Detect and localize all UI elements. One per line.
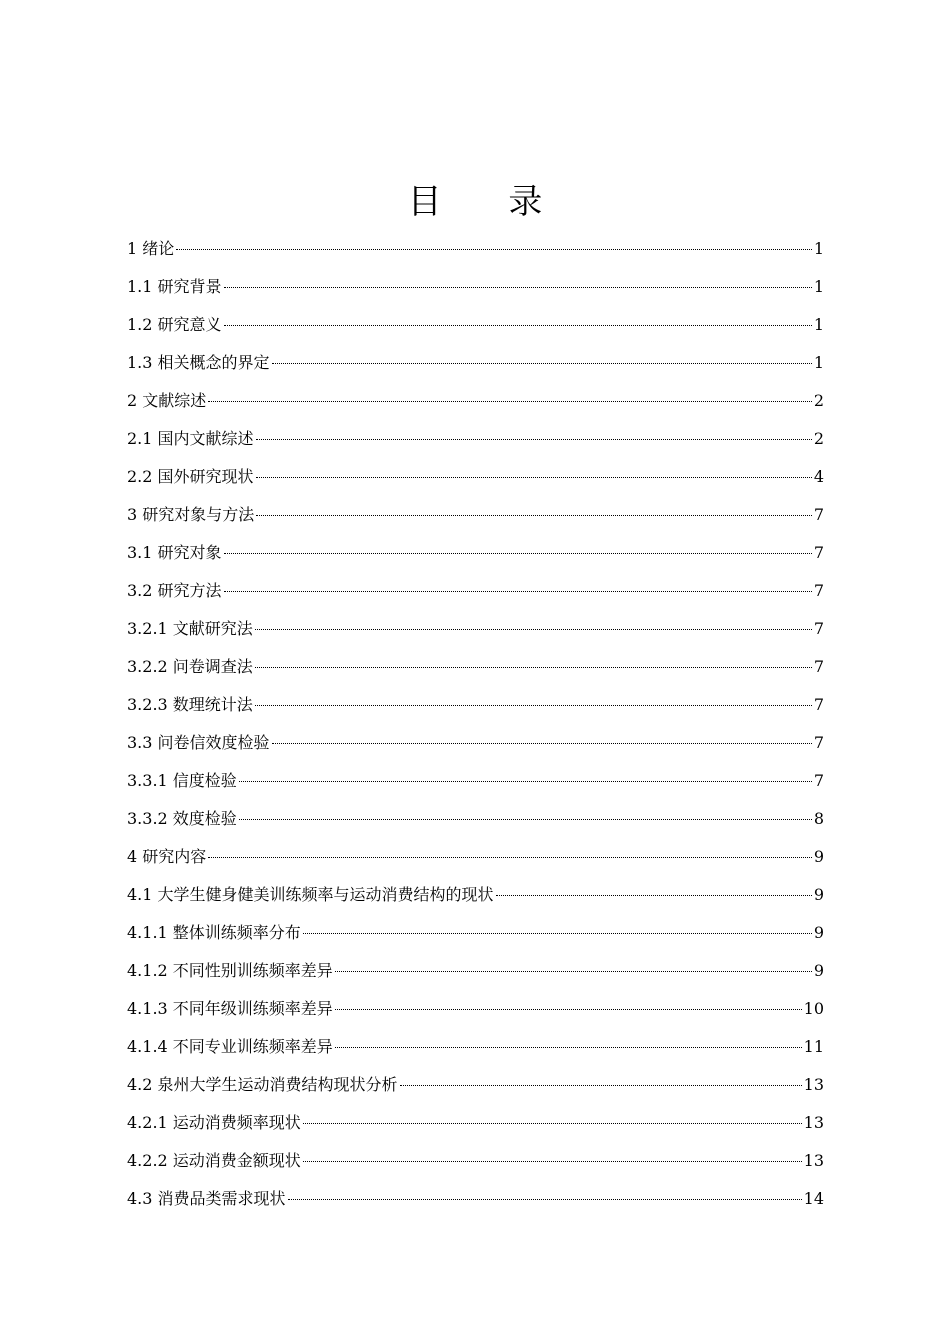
toc-entry[interactable]: [127, 420, 824, 458]
toc-entry-label: 2.1 国内文献综述: [127, 429, 254, 448]
dot-leader: [256, 439, 812, 440]
dot-leader: [224, 591, 812, 592]
toc-entry-page-number: 9: [813, 961, 824, 980]
toc-entry[interactable]: [127, 648, 824, 686]
dot-leader: [303, 1123, 802, 1124]
toc-entry-label: 4.1.3 不同年级训练频率差异: [127, 999, 333, 1018]
dot-leader: [272, 743, 812, 744]
toc-entry[interactable]: [127, 496, 824, 534]
toc-entry[interactable]: [127, 268, 824, 306]
toc-entry-label: 1 绪论: [127, 239, 175, 258]
toc-entry-page-number: 8: [813, 809, 824, 828]
toc-list: [127, 230, 824, 1218]
toc-entry-page-number: 9: [813, 923, 824, 942]
toc-entry[interactable]: [127, 458, 824, 496]
toc-entry[interactable]: [127, 306, 824, 344]
toc-entry-label: 4 研究内容: [127, 847, 207, 866]
toc-entry[interactable]: [127, 686, 824, 724]
toc-entry-page-number: 14: [803, 1189, 824, 1208]
toc-entry[interactable]: [127, 914, 824, 952]
toc-entry-page-number: 10: [803, 999, 824, 1018]
toc-entry[interactable]: [127, 382, 824, 420]
toc-entry-label: 1.3 相关概念的界定: [127, 353, 270, 372]
toc-entry-label: 4.1.1 整体训练频率分布: [127, 923, 301, 942]
dot-leader: [400, 1085, 802, 1086]
toc-entry-label: 3.2.1 文献研究法: [127, 619, 253, 638]
toc-entry-page-number: 1: [813, 353, 824, 372]
toc-entry[interactable]: [127, 952, 824, 990]
dot-leader: [208, 401, 812, 402]
toc-entry-page-number: 4: [813, 467, 824, 486]
toc-entry-page-number: 11: [803, 1037, 824, 1056]
toc-entry[interactable]: [127, 876, 824, 914]
toc-entry-label: 2 文献综述: [127, 391, 207, 410]
dot-leader: [224, 325, 812, 326]
dot-leader: [224, 287, 812, 288]
toc-entry-page-number: 1: [813, 239, 824, 258]
toc-entry-label: 1.1 研究背景: [127, 277, 222, 296]
dot-leader: [224, 553, 812, 554]
toc-entry-label: 3.2.3 数理统计法: [127, 695, 253, 714]
toc-entry-page-number: 7: [813, 695, 824, 714]
toc-entry[interactable]: [127, 990, 824, 1028]
toc-entry-page-number: 1: [813, 315, 824, 334]
toc-entry-label: 4.1.4 不同专业训练频率差异: [127, 1037, 333, 1056]
dot-leader: [272, 363, 812, 364]
toc-entry[interactable]: [127, 1142, 824, 1180]
toc-entry[interactable]: [127, 1104, 824, 1142]
toc-entry[interactable]: [127, 610, 824, 648]
toc-title: 目 录: [407, 182, 571, 222]
toc-entry[interactable]: [127, 762, 824, 800]
dot-leader: [335, 1009, 802, 1010]
dot-leader: [176, 249, 812, 250]
dot-leader: [288, 1199, 802, 1200]
toc-entry-label: 1.2 研究意义: [127, 315, 222, 334]
toc-entry[interactable]: [127, 230, 824, 268]
toc-entry[interactable]: [127, 1180, 824, 1218]
toc-entry-page-number: 7: [813, 619, 824, 638]
toc-entry-label: 3 研究对象与方法: [127, 505, 255, 524]
dot-leader: [239, 819, 812, 820]
dot-leader: [208, 857, 812, 858]
toc-entry-label: 4.2.2 运动消费金额现状: [127, 1151, 301, 1170]
toc-entry-label: 4.2.1 运动消费频率现状: [127, 1113, 301, 1132]
dot-leader: [303, 1161, 802, 1162]
toc-entry-page-number: 1: [813, 277, 824, 296]
toc-entry-label: 3.1 研究对象: [127, 543, 222, 562]
toc-entry-label: 3.3.2 效度检验: [127, 809, 237, 828]
toc-entry-label: 4.3 消费品类需求现状: [127, 1189, 286, 1208]
toc-entry-label: 3.3 问卷信效度检验: [127, 733, 270, 752]
toc-entry-label: 3.3.1 信度检验: [127, 771, 237, 790]
toc-entry-page-number: 13: [803, 1075, 824, 1094]
toc-entry[interactable]: [127, 344, 824, 382]
toc-entry-page-number: 2: [813, 391, 824, 410]
toc-entry[interactable]: [127, 534, 824, 572]
toc-entry-page-number: 7: [813, 581, 824, 600]
toc-entry-page-number: 13: [803, 1113, 824, 1132]
toc-entry-label: 4.2 泉州大学生运动消费结构现状分析: [127, 1075, 398, 1094]
toc-entry[interactable]: [127, 572, 824, 610]
toc-entry[interactable]: [127, 1066, 824, 1104]
toc-entry[interactable]: [127, 838, 824, 876]
dot-leader: [255, 667, 812, 668]
dot-leader: [303, 933, 812, 934]
toc-entry-label: 3.2 研究方法: [127, 581, 222, 600]
toc-entry-page-number: 7: [813, 657, 824, 676]
dot-leader: [496, 895, 812, 896]
toc-entry[interactable]: [127, 1028, 824, 1066]
toc-entry-page-number: 9: [813, 885, 824, 904]
toc-entry-page-number: 7: [813, 771, 824, 790]
toc-entry-label: 4.1 大学生健身健美训练频率与运动消费结构的现状: [127, 885, 494, 904]
toc-entry-page-number: 7: [813, 505, 824, 524]
toc-entry-label: 2.2 国外研究现状: [127, 467, 254, 486]
toc-entry-page-number: 7: [813, 733, 824, 752]
dot-leader: [335, 1047, 802, 1048]
toc-entry-page-number: 2: [813, 429, 824, 448]
toc-entry-label: 3.2.2 问卷调查法: [127, 657, 253, 676]
dot-leader: [255, 705, 812, 706]
toc-entry[interactable]: [127, 800, 824, 838]
dot-leader: [256, 477, 812, 478]
toc-entry-page-number: 7: [813, 543, 824, 562]
dot-leader: [335, 971, 812, 972]
toc-entry-label: 4.1.2 不同性别训练频率差异: [127, 961, 333, 980]
dot-leader: [256, 515, 812, 516]
toc-entry-page-number: 9: [813, 847, 824, 866]
toc-entry[interactable]: [127, 724, 824, 762]
toc-entry-page-number: 13: [803, 1151, 824, 1170]
dot-leader: [239, 781, 812, 782]
dot-leader: [255, 629, 812, 630]
